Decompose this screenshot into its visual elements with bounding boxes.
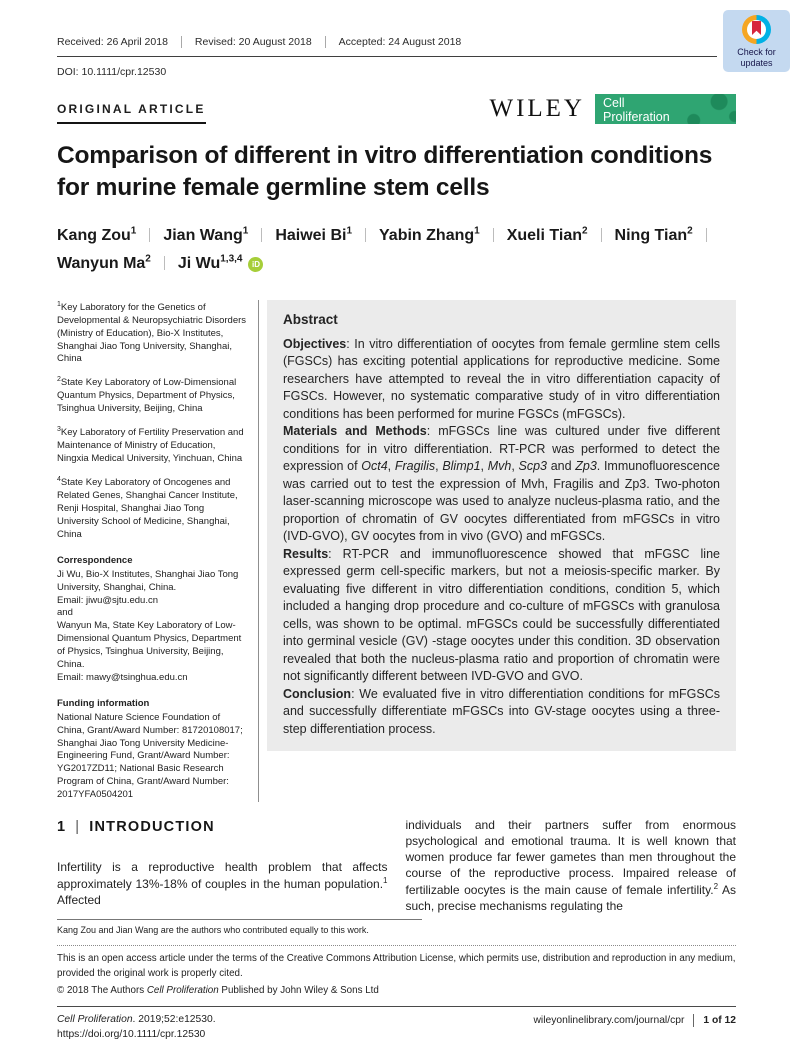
author-separator	[149, 228, 150, 242]
page-number: 1 of 12	[703, 1014, 736, 1026]
abstract-heading: Abstract	[283, 311, 338, 327]
info-section	[57, 300, 736, 802]
abstract-conclusion: Conclusion: We evaluated five in vitro differentiation conditions for mFGSCs and successfully differentiate mFGSCs into GV-stage oocytes using a three-step differentiation process.	[283, 686, 720, 736]
author-separator	[706, 228, 707, 242]
accepted-date: Accepted: 24 August 2018	[325, 36, 475, 48]
equal-contribution-note: Kang Zou and Jian Wang are the authors who contributed equally to this work.	[57, 919, 422, 935]
check-for-updates-label: Check for updates	[737, 47, 776, 69]
copyright-line: © 2018 The Authors Cell Proliferation Published by John Wiley & Sons Ltd	[57, 985, 379, 997]
article-title: Comparison of different in vitro differentiation conditions for murine female germline stem cells	[57, 142, 713, 202]
footer-separator	[693, 1014, 694, 1027]
abstract-objectives: Objectives: In vitro differentiation of oocytes from female germline stem cells (FGSCs) has exciting potential applications for reproductive medicine. Some researchers have attempted to reveal the in vitro differentiation capacity of FGSCs. However, no systematic comparative study of in vitro differentiation conditions has been performed for murine FGSCs (mFGSCs).	[283, 336, 720, 421]
funding-text: National Nature Science Foundation of China, Grant/Award Number: 81720108017; Shanghai Jiao Tong University Medicine-Engineering Fund, Grant/Award Number: YG2017ZD11; National Basic Research Program of China, Grant/Award Number: 2017YFA0504201	[57, 711, 243, 801]
author-7: Wanyun Ma$^2$	[57, 253, 151, 272]
journal-name-line2: Proliferation	[603, 110, 670, 124]
abstract-materials-methods: Materials and Methods: mFGSCs line was cultured under five different conditions for in vitro differentiation. RT-PCR was performed to detect the expression of Oct4, Fragilis, Blimp1, Mvh, Scp3 and Zp3. Immunofluorescence was carried out to test the expression of Mvh, Fragilis and Zp3. Two-photon laser-scanning microscope was used to analyze nucleus-plasma ratio, and the proportion of chromatin of GV oocytes differentiated from mFGSCs in vitro (IVD-GVO), GV oocytes from in vivo (GVO) and mFGSCs.	[283, 424, 720, 544]
affiliation-2: $^2$State Key Laboratory of Low-Dimensional Quantum Physics, Department of Physics, Tsinghua University, Beijing, China	[57, 376, 237, 415]
correspondence-address-2: Wanyun Ma, State Key Laboratory of Low-Dimensional Quantum Physics, Department of Physics, Tsinghua University, Beijing, China.	[57, 620, 242, 671]
revised-date: Revised: 20 August 2018	[181, 36, 325, 48]
journal-website-link[interactable]: wileyonlinelibrary.com/journal/cpr	[533, 1014, 685, 1026]
journal-logo	[595, 94, 736, 124]
open-access-statement: This is an open access article under the terms of the Creative Commons Attribution License, which permits use, distribution and reproduction in any medium, provided the original work is properly cited.	[57, 952, 736, 979]
crossmark-inner-circle	[747, 20, 766, 39]
intro-paragraph-left: Infertility is a reproductive health problem that affects approximately 13%-18% of couples in the human population.$^1$ Affected	[57, 860, 388, 908]
journal-branding	[489, 94, 736, 124]
page-footer	[57, 1007, 736, 1040]
author-1: Kang Zou$^1$	[57, 225, 137, 244]
journal-name-line1: Cell	[603, 96, 625, 110]
article-type-label: ORIGINAL ARTICLE	[57, 102, 206, 124]
correspondence-connector: and	[57, 607, 73, 619]
correspondence-email-2[interactable]: Email: mawy@tsinghua.edu.cn	[57, 671, 188, 683]
abstract-column	[258, 300, 736, 802]
author-3: Haiwei Bi$^1$	[275, 225, 353, 244]
footer-links	[533, 1014, 736, 1027]
type-logo-row	[57, 94, 736, 124]
open-access-block	[57, 945, 736, 999]
funding-heading: Funding information	[57, 697, 150, 709]
author-byline	[57, 222, 736, 278]
intro-right-column	[406, 818, 737, 915]
author-separator	[601, 228, 602, 242]
correspondence-heading: Correspondence	[57, 554, 133, 566]
receipt-dates-row	[57, 36, 717, 57]
correspondence-email-1[interactable]: Email: jiwu@sjtu.edu.cn	[57, 594, 158, 606]
citation-block	[57, 1014, 216, 1040]
author-separator	[261, 228, 262, 242]
author-5: Xueli Tian$^2$	[506, 225, 588, 244]
crossmark-icon	[742, 15, 771, 44]
author-separator	[164, 256, 165, 270]
wiley-logo: WILEY	[489, 95, 585, 122]
bookmark-icon	[752, 21, 761, 35]
affiliation-3: $^3$Key Laboratory of Fertility Preservation and Maintenance of Ministry of Education, Ningxia Medical University, Yinchuan, China	[57, 426, 244, 465]
abstract-results: Results: RT-PCR and immunofluorescence showed that mFGSC line expressed germ cell-specific markers, but not a meiosis-specific marker. By evaluating five different in vitro differentiation conditions, condition 5, which included a hanging drop procedure and co-culture of mFGSCs with granulosa cells, was shown to be optimal. mFGSCs could be successfully differentiated into germinal vesicle (GV) -stage oocytes under this condition. 3D observation revealed that both the nucleus-plasma ratio and proportion of chromatin were not significantly different between IVD-GVO and GVO.	[283, 546, 720, 684]
correspondence-address-1: Ji Wu, Bio-X Institutes, Shanghai Jiao Tong University, Shanghai, China.	[57, 568, 239, 593]
journal-citation: Cell Proliferation. 2019;52:e12530.	[57, 1013, 216, 1025]
article-info-sidebar	[57, 300, 258, 802]
author-2: Jian Wang$^1$	[163, 225, 249, 244]
author-8: Ji Wu$^{1,3,4}$	[177, 253, 243, 272]
introduction-section	[57, 818, 736, 915]
affiliation-1: $^1$Key Laboratory for the Genetics of Developmental & Neuropsychiatric Disorders (Ministry of Education), Bio-X Institutes, Shanghai Jiao Tong University, Shanghai, China	[57, 300, 247, 365]
affiliation-4: $^4$State Key Laboratory of Oncogenes and Related Genes, Shanghai Cancer Institute, Renji Hospital, Shanghai Jiao Tong University School of Medicine, Shanghai, China	[57, 476, 238, 540]
check-for-updates-button[interactable]	[723, 10, 790, 72]
orcid-icon[interactable]: iD	[248, 257, 263, 272]
author-separator	[493, 228, 494, 242]
author-4: Yabin Zhang$^1$	[379, 225, 480, 244]
section-heading-introduction: 1 | INTRODUCTION	[57, 819, 215, 836]
received-date: Received: 26 April 2018	[57, 36, 168, 48]
author-separator	[365, 228, 366, 242]
intro-left-column	[57, 818, 388, 915]
doi-link[interactable]: https://doi.org/10.1111/cpr.12530	[57, 1028, 206, 1040]
intro-paragraph-right: individuals and their partners suffer from enormous psychological and emotional trauma. It is well known that women produce far fewer gametes than men throughout the course of the reproductive process. Impaired release of fertilizable oocytes is the main cause of female infertility.$^2$ As such, precise mechanisms regulating the	[405, 818, 736, 913]
abstract	[267, 300, 736, 751]
author-6: Ning Tian$^2$	[614, 225, 693, 244]
doi: DOI: 10.1111/cpr.12530	[57, 66, 167, 78]
